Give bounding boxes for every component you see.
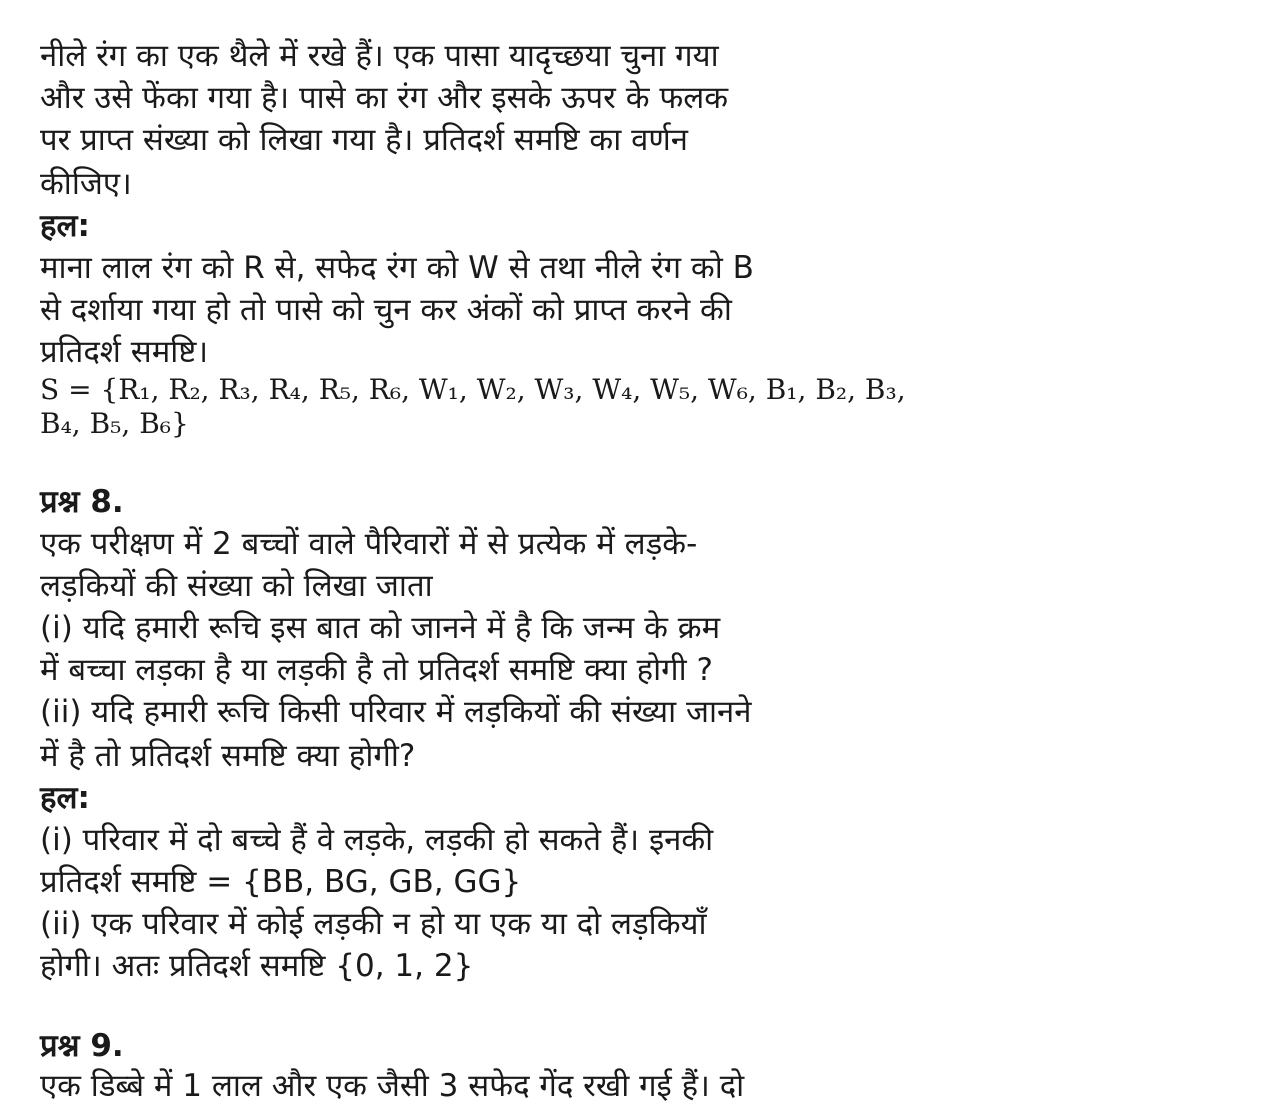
text-line: (ii) एक परिवार में कोई लड़की न हो या एक या दो लड़कियाँ [40, 906, 707, 942]
text-line: में है तो प्रतिदर्श समष्टि क्या होगी? [40, 738, 416, 774]
text-line: कीजिए। [40, 166, 132, 202]
text-line: माना लाल रंग को R से, सफेद रंग को W से तथा नीले रंग को B [40, 250, 754, 286]
text-line: नीले रंग का एक थैले में रखे हैं। एक पासा यादृच्छया चुना गया [40, 38, 719, 74]
text-line: लड़कियों की संख्या को लिखा जाता [40, 568, 433, 604]
sample-space-set: B₄, B₅, B₆} [40, 407, 189, 440]
text-line: और उसे फेंका गया है। पासे का रंग और इसके ऊपर के फलक [40, 80, 729, 116]
sample-space-set: S = {R₁, R₂, R₃, R₄, R₅, R₆, W₁, W₂, W₃, W₄, W₅, W₆, B₁, B₂, B₃, [40, 373, 906, 406]
text-line: से दर्शाया गया हो तो पासे को चुन कर अंकों को प्राप्त करने की [40, 292, 732, 328]
text-line: में बच्चा लड़का है या लड़की है तो प्रतिदर्श समष्टि क्या होगी ? [40, 652, 713, 688]
text-line: प्रतिदर्श समष्टि। [40, 334, 209, 370]
text-line: एक परीक्षण में 2 बच्चों वाले पैरिवारों में से प्रत्येक में लड़के- [40, 526, 698, 562]
question-heading: प्रश्न 9. [40, 1028, 124, 1064]
question-heading: प्रश्न 8. [40, 484, 124, 520]
text-line: होगी। अतः प्रतिदर्श समष्टि {0, 1, 2} [40, 948, 474, 984]
text-line: (i) यदि हमारी रूचि इस बात को जानने में है कि जन्म के क्रम [40, 610, 721, 646]
text-line: एक डिब्बे में 1 लाल और एक जैसी 3 सफेद गेंद रखी गई हैं। दो [40, 1068, 745, 1104]
text-line: प्रतिदर्श समष्टि = {BB, BG, GB, GG} [40, 864, 522, 900]
text-line: पर प्राप्त संख्या को लिखा गया है। प्रतिदर्श समष्टि का वर्णन [40, 122, 688, 158]
solution-heading: हल: [40, 208, 90, 244]
solution-heading: हल: [40, 780, 90, 816]
text-line: (ii) यदि हमारी रूचि किसी परिवार में लड़कियों की संख्या जानने [40, 694, 752, 730]
text-line: (i) परिवार में दो बच्चे हैं वे लड़के, लड़की हो सकते हैं। इनकी [40, 822, 714, 858]
